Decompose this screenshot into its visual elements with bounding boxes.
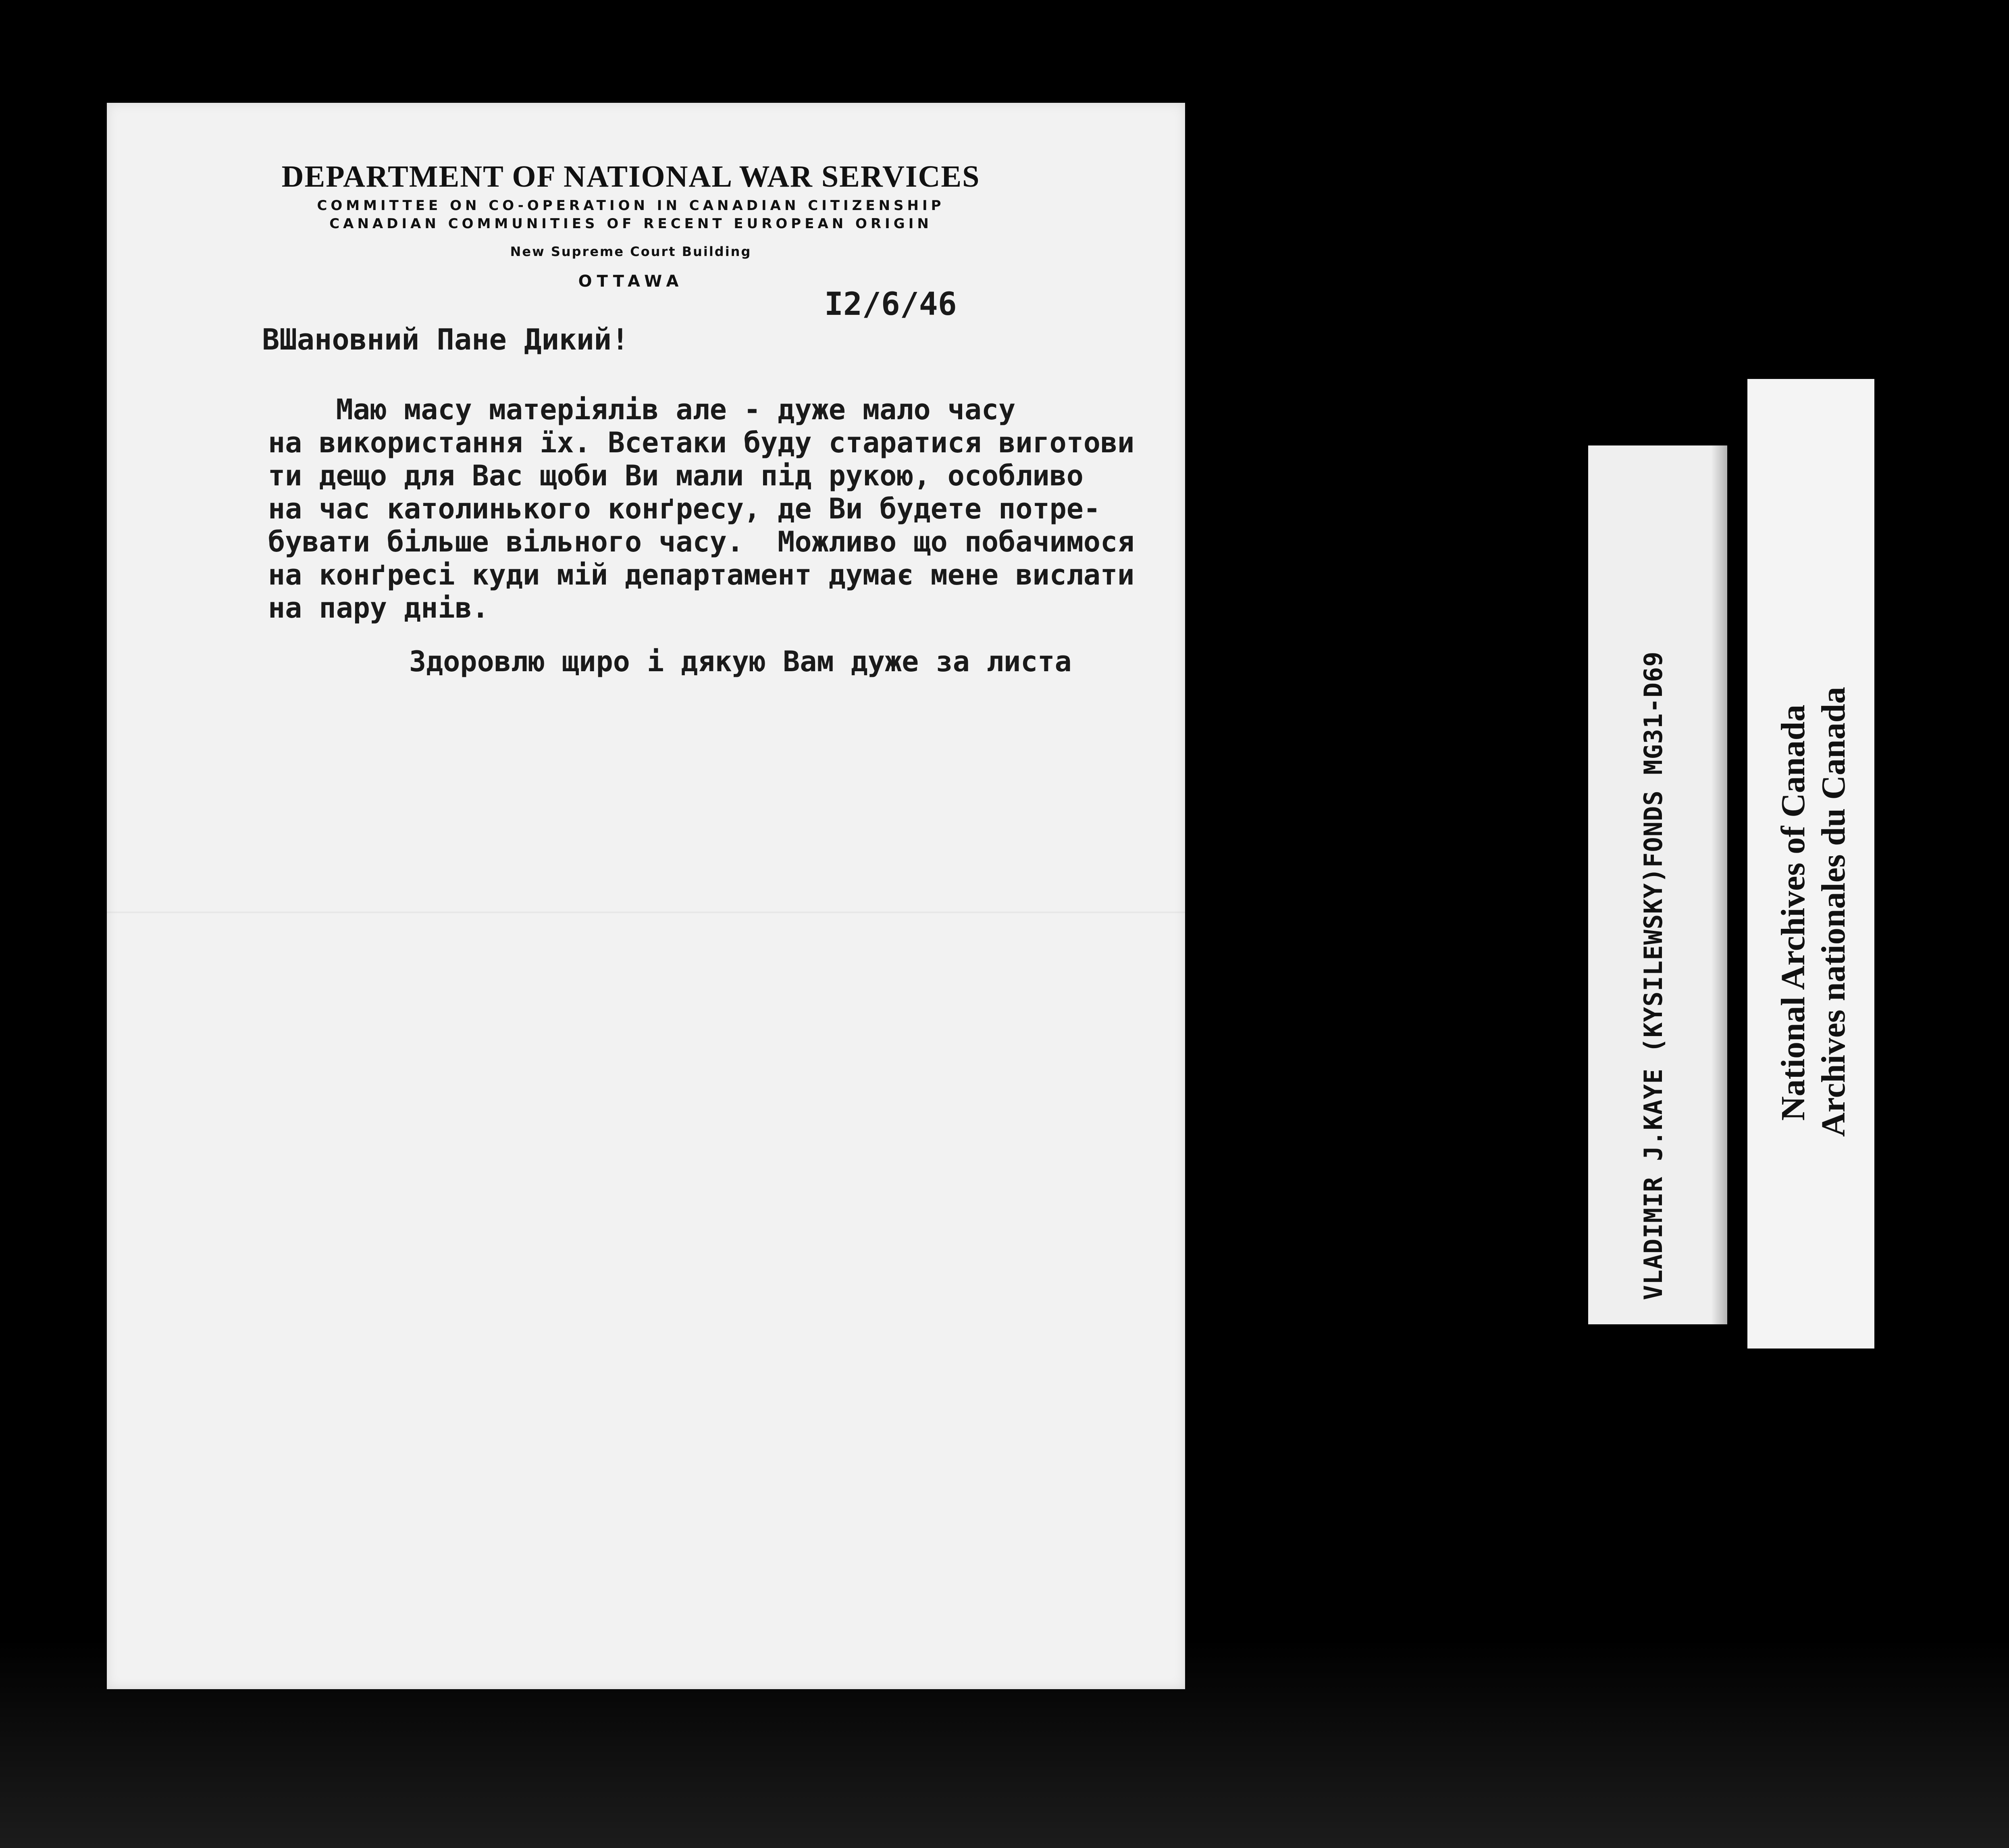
letter-body-line: на використання їх. Всетаки буду старатися виготови (268, 426, 1135, 459)
letter-date: I2/6/46 (824, 286, 957, 323)
letter-closing: Здоровлю щиро і дякую Вам дуже за листа (409, 645, 1072, 678)
letter-body-line: Маю масу матеріялів але - дуже мало часу (268, 393, 1016, 426)
letter-body-line: ти дещо для Вас щоби Ви мали під рукою, особливо (268, 459, 1084, 492)
letter-body-line: на час католинького конґресу, де Ви будете потре- (268, 492, 1101, 525)
archives-label-english: National Archives of Canada (1774, 704, 1812, 1121)
letterhead-address: New Supreme Court Building (510, 244, 752, 259)
letterhead-committee: COMMITTEE ON CO-OPERATION IN CANADIAN CITIZENSHIP (317, 198, 945, 214)
fonds-label (1588, 445, 1727, 1324)
letterhead-city: OTTAWA (578, 272, 684, 291)
letter-body-line: на конґресі куди мій департамент думає мене вислати (268, 558, 1135, 591)
letterhead-communities: CANADIAN COMMUNITIES OF RECENT EUROPEAN ORIGIN (329, 216, 932, 232)
letterhead-title: DEPARTMENT OF NATIONAL WAR SERVICES (281, 160, 980, 194)
letter-body-line: бувати більше вільного часу. Можливо що побачимося (268, 525, 1135, 558)
letter-body-line: на пару днів. (268, 591, 489, 624)
letter-page (107, 103, 1185, 1689)
archives-label-french: Archives nationales du Canada (1815, 687, 1852, 1137)
letter-salutation: ВШановний Пане Дикий! (262, 323, 629, 356)
archives-label (1747, 379, 1874, 1349)
label-shadow (1711, 445, 1727, 1324)
fonds-label-text: VLADIMIR J.KAYE (KYSILEWSKY)FONDS MG31-D69 (1639, 651, 1668, 1300)
fold-line (107, 911, 1185, 914)
